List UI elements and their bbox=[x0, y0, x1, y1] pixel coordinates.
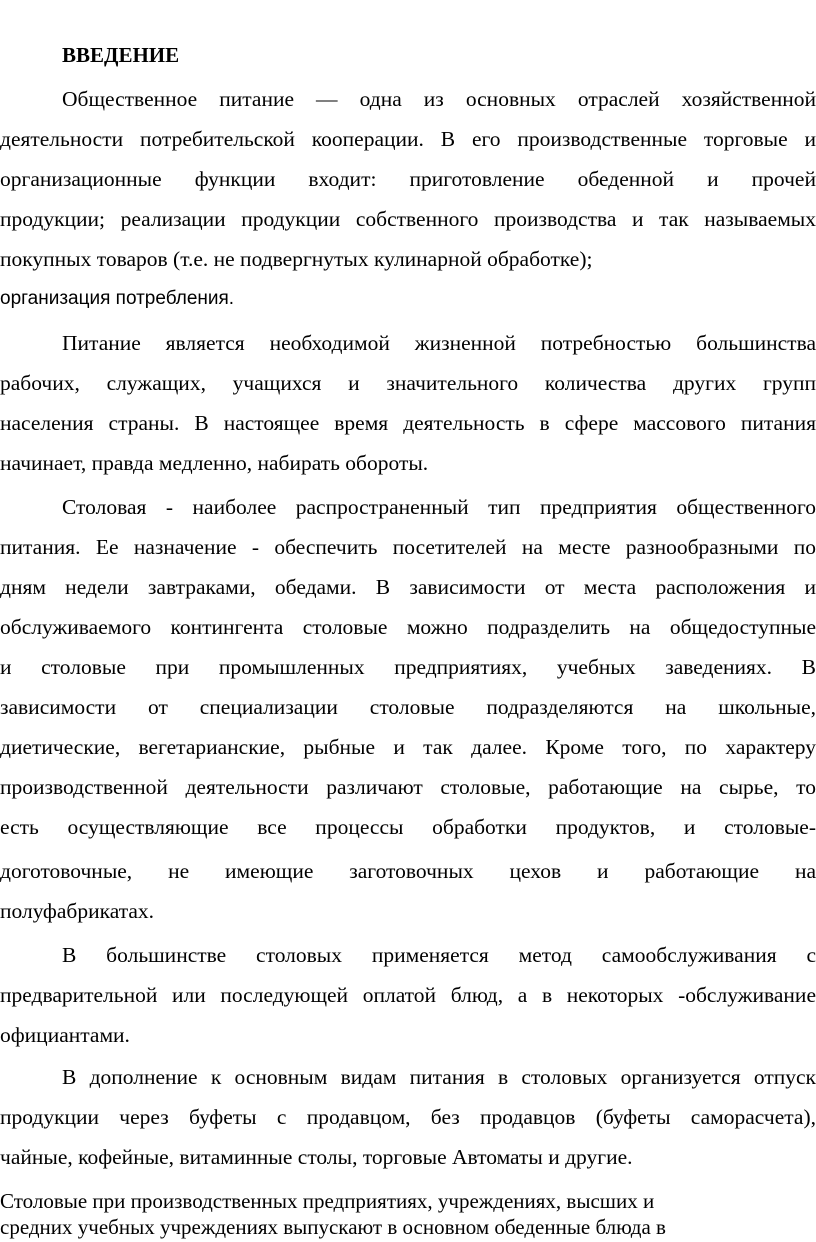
text-line: производственной деятельности различают столовые, работающие на сырье, то bbox=[0, 775, 816, 799]
text-line: обслуживаемого контингента столовые можно подразделить на общедоступные bbox=[0, 615, 816, 639]
text-line: рабочих, служащих, учащихся и значительного количества других групп bbox=[0, 371, 816, 395]
text-line: начинает, правда медленно, набирать обороты. bbox=[0, 451, 429, 475]
text-line: и столовые при промышленных предприятиях, учебных заведениях. В bbox=[0, 655, 816, 679]
text-line: Столовые при производственных предприятиях, учреждениях, высших и bbox=[0, 1189, 655, 1213]
text-line: средних учебных учреждениях выпускают в основном обеденные блюда в bbox=[0, 1215, 666, 1239]
text-line: доготовочные, не имеющие заготовочных цехов и работающие на bbox=[0, 859, 816, 883]
section-heading: ВВЕДЕНИЕ bbox=[62, 43, 180, 67]
text-line: чайные, кофейные, витаминные столы, торговые Автоматы и другие. bbox=[0, 1145, 633, 1169]
text-line: деятельности потребительской кооперации. В его производственные торговые и bbox=[0, 127, 816, 151]
text-line: питания. Ее назначение - обеспечить посетителей на месте разнообразными по bbox=[0, 535, 816, 559]
text-line: Общественное питание — одна из основных отраслей хозяйственной bbox=[62, 87, 816, 111]
text-line: диетические, вегетарианские, рыбные и так далее. Кроме того, по характеру bbox=[0, 735, 816, 759]
text-line: официантами. bbox=[0, 1023, 130, 1047]
text-line: Столовая - наиболее распространенный тип предприятия общественного bbox=[62, 495, 816, 519]
text-line: В большинстве столовых применяется метод самообслуживания с bbox=[62, 943, 816, 967]
text-line: организационные функции входит: приготовление обеденной и прочей bbox=[0, 167, 816, 191]
text-line: зависимости от специализации столовые подразделяются на школьные, bbox=[0, 695, 816, 719]
text-line: В дополнение к основным видам питания в столовых организуется отпуск bbox=[62, 1065, 816, 1089]
text-line: покупных товаров (т.е. не подвергнутых кулинарной обработке); bbox=[0, 247, 593, 271]
text-line: полуфабрикатах. bbox=[0, 899, 155, 923]
text-line: продукции через буфеты с продавцом, без продавцов (буфеты саморасчета), bbox=[0, 1105, 816, 1129]
text-line: дням недели завтраками, обедами. В зависимости от места расположения и bbox=[0, 575, 816, 599]
text-line: продукции; реализации продукции собственного производства и так называемых bbox=[0, 207, 816, 231]
text-line: предварительной или последующей оплатой блюд, а в некоторых -обслуживание bbox=[0, 983, 816, 1007]
text-line: организация потребления. bbox=[0, 288, 235, 309]
text-line: Питание является необходимой жизненной потребностью большинства bbox=[62, 331, 816, 355]
text-line: населения страны. В настоящее время деятельность в сфере массового питания bbox=[0, 411, 816, 435]
text-line: есть осуществляющие все процессы обработки продуктов, и столовые- bbox=[0, 815, 816, 839]
